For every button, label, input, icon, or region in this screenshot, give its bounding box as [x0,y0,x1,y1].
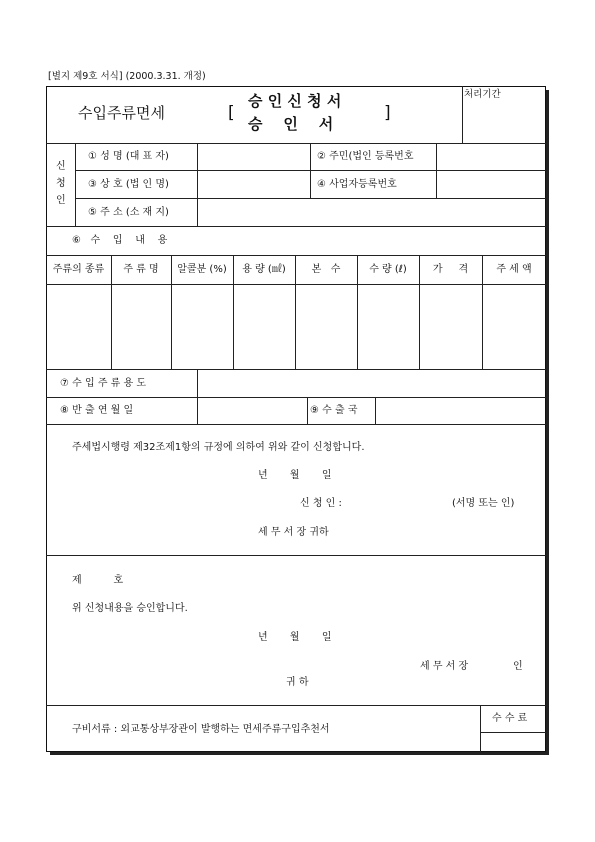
required-documents: 구비서류 : 외교통상부장관이 발행하는 면세주류구입추천서 [72,724,330,735]
business-number-label: ④ 사업자등록번호 [317,179,397,190]
application-date: 년 월 일 [258,470,332,481]
frame-shadow-bottom [50,752,549,755]
tax-office-head: 세 무 서 장 [420,661,469,672]
cell-liquor-name[interactable] [112,285,170,368]
column-bottles: 본 수 [311,264,341,275]
registration-number-field[interactable] [437,144,545,169]
frame-shadow-right [546,90,549,755]
column-quantity: 수 량 (ℓ) [369,264,407,275]
business-number-field[interactable] [437,171,545,197]
applicant-side-label-3: 인 [56,195,66,206]
fee-label: 수 수 료 [492,713,528,724]
address-field[interactable] [198,199,545,225]
cell-tax-amount[interactable] [483,285,545,368]
export-date-label: ⑧ 반 출 연 월 일 [60,405,134,416]
export-country-label: ⑨ 수 출 국 [310,405,358,416]
column-capacity: 용 량 (㎖) [242,264,286,275]
column-tax-amount: 주 세 액 [496,264,532,275]
approval-statement: 위 신청내용을 승인합니다. [72,603,188,614]
applicant-signature-label: 신 청 인 : [300,498,342,509]
cell-price[interactable] [420,285,481,368]
cell-capacity[interactable] [234,285,294,368]
processing-period-label: 처리기간 [464,89,501,100]
export-date-field[interactable] [198,398,306,423]
applicant-side-label-2: 청 [56,178,66,189]
title-bracket-close: ] [384,103,391,123]
trade-name-field[interactable] [198,171,309,197]
form-reference: [별지 제9호 서식] (2000.3.31. 개정) [48,71,206,82]
usage-label: ⑦ 수 입 주 류 용 도 [60,378,146,389]
title-bracket-open: [ [228,103,235,123]
column-alcohol: 알콜분 (%) [177,264,227,275]
application-statement: 주세법시행령 제32조제1항의 규정에 의하여 위와 같이 신청합니다. [72,442,365,453]
column-liquor-name: 주 류 명 [123,264,159,275]
name-field[interactable] [198,144,309,169]
import-contents-label: ⑥ 수 입 내 용 [72,235,168,246]
name-label: ① 성 명 (대 표 자) [88,151,169,162]
title-application: 승 인 신 청 서 [248,92,342,110]
cell-alcohol[interactable] [172,285,232,368]
title-approval: 승 인 서 [248,115,334,133]
applicant-side-label-1: 신 [56,161,66,172]
usage-field[interactable] [198,370,545,396]
column-price: 가 격 [432,264,469,275]
applicant-signature-field[interactable] [362,494,448,512]
approval-number: 제 호 [72,575,124,586]
cell-liquor-type[interactable] [47,285,110,368]
fee-field[interactable] [481,733,545,751]
seal-mark: 인 [513,661,523,672]
approval-addressee: 귀 하 [286,677,309,688]
address-label: ⑤ 주 소 (소 재 지) [88,207,169,218]
cell-quantity[interactable] [358,285,418,368]
registration-number-label: ② 주민(법인 등록번호 [317,151,414,162]
trade-name-label: ③ 상 호 (법 인 명) [88,179,169,190]
export-country-field[interactable] [376,398,545,423]
form-title: 수입주류면세 [78,104,165,122]
cell-bottles[interactable] [296,285,356,368]
signature-hint: (서명 또는 인) [452,498,515,509]
processing-period-field[interactable] [463,87,545,142]
application-addressee: 세 무 서 장 귀하 [258,527,329,538]
approval-date: 년 월 일 [258,632,332,643]
column-liquor-type: 주류의 종류 [52,264,105,275]
